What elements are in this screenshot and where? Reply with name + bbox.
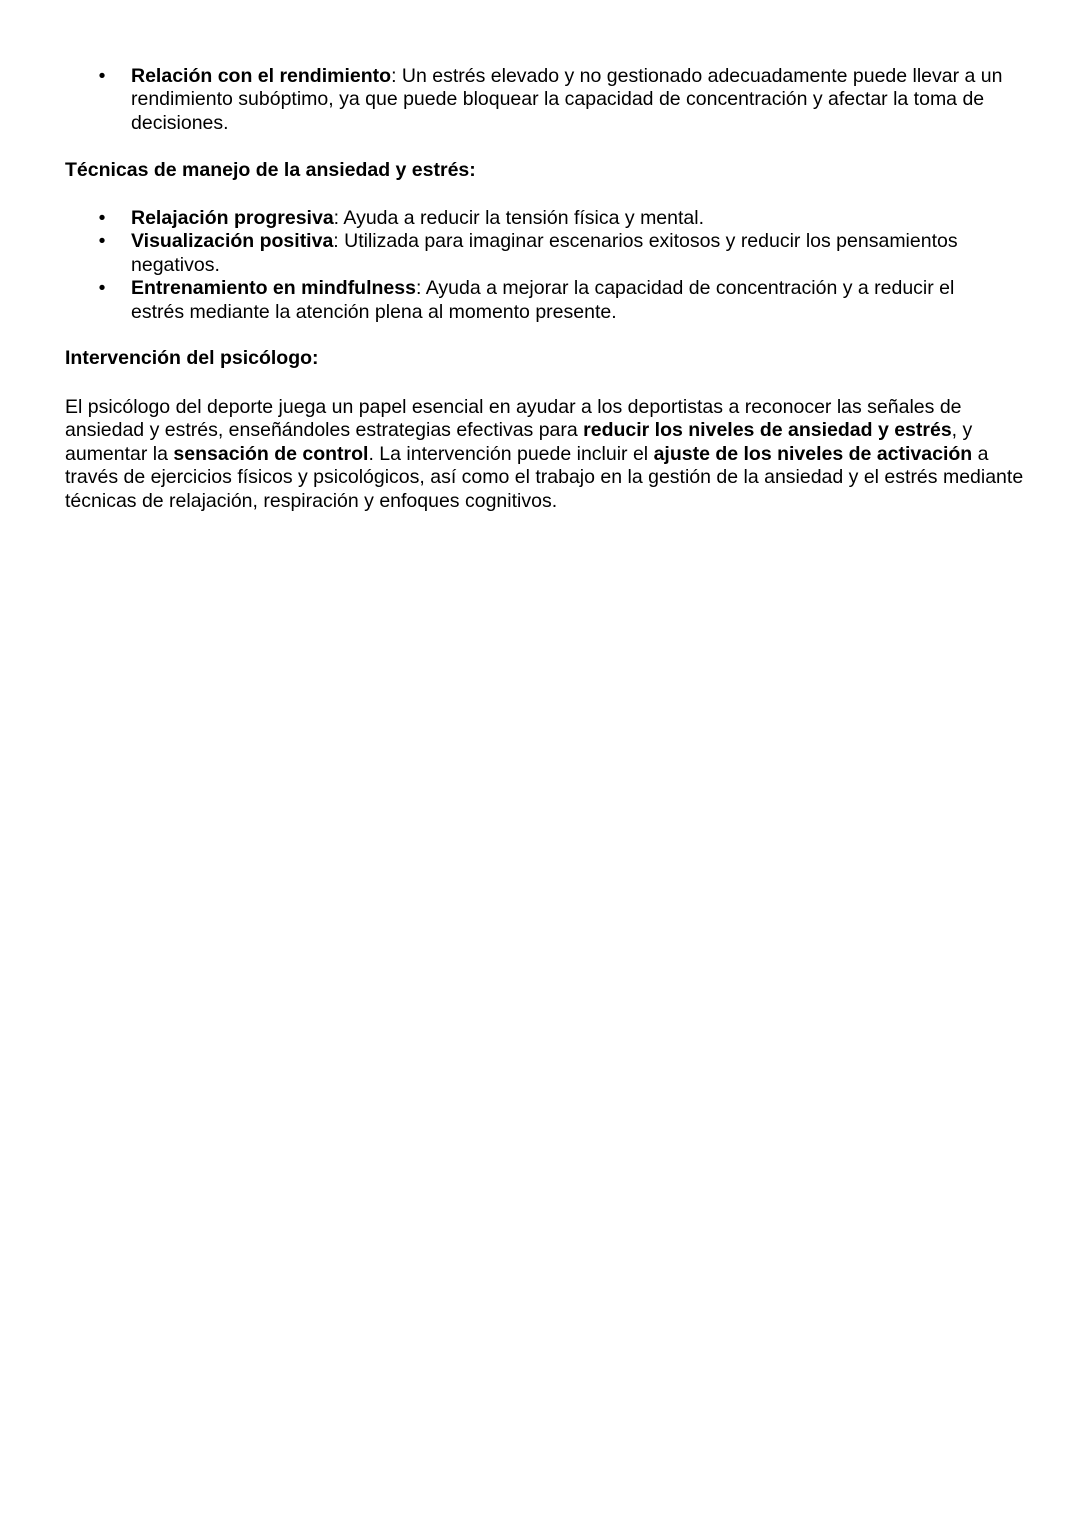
- section-heading-intervention: Intervención del psicólogo:: [65, 347, 319, 369]
- paragraph-text: , y aumentar la: [65, 419, 973, 465]
- performance-bullet-list: [0, 65, 1011, 135]
- paragraph-emphasis: sensación de control: [173, 442, 369, 465]
- techniques-bullet-list: [0, 207, 1011, 324]
- paragraph-emphasis: reducir los niveles de ansiedad y estrés: [583, 419, 952, 442]
- list-item: [0, 230, 1011, 277]
- list-item: [0, 277, 1011, 324]
- bullet-icon: •: [98, 230, 106, 253]
- list-item-text: : Ayuda a reducir la tensión física y mental.: [333, 207, 705, 229]
- list-item-term: Entrenamiento en mindfulness: [131, 277, 416, 300]
- list-item-term: Relación con el rendimiento: [131, 65, 392, 87]
- list-item-term: Relajación progresiva: [131, 207, 334, 229]
- paragraph-text: a través de ejercicios físicos y psicológicos, así como el trabajo en la gestión de la ansiedad y el estrés mediante técnicas de relajación, respiración y enfoques cognitivos.: [65, 442, 1024, 512]
- bullet-icon: •: [98, 277, 106, 300]
- intervention-paragraph: [65, 396, 1025, 513]
- list-item-text: : Un estrés elevado y no gestionado adecuadamente puede llevar a un rendimiento subóptimo, ya que puede bloquear la capacidad de concentración y afectar la toma de decisiones.: [131, 65, 1003, 134]
- list-item-text: : Ayuda a mejorar la capacidad de concentración y a reducir el estrés mediante la atención plena al momento presente.: [131, 277, 955, 323]
- list-item-term: Visualización positiva: [131, 230, 334, 253]
- list-item-text: : Utilizada para imaginar escenarios exitosos y reducir los pensamientos negativos.: [131, 230, 958, 276]
- paragraph-text: El psicólogo del deporte juega un papel esencial en ayudar a los deportistas a reconocer las señales de ansiedad y estrés, enseñándoles estrategias efectivas para: [65, 396, 962, 442]
- bullet-icon: •: [98, 65, 106, 87]
- section-heading-techniques: Técnicas de manejo de la ansiedad y estrés:: [65, 159, 476, 181]
- bullet-icon: •: [98, 207, 106, 229]
- paragraph-text: . La intervención puede incluir el: [368, 442, 654, 465]
- list-item: [0, 207, 1011, 230]
- list-item: [0, 65, 1011, 135]
- paragraph-emphasis: ajuste de los niveles de activación: [653, 442, 973, 465]
